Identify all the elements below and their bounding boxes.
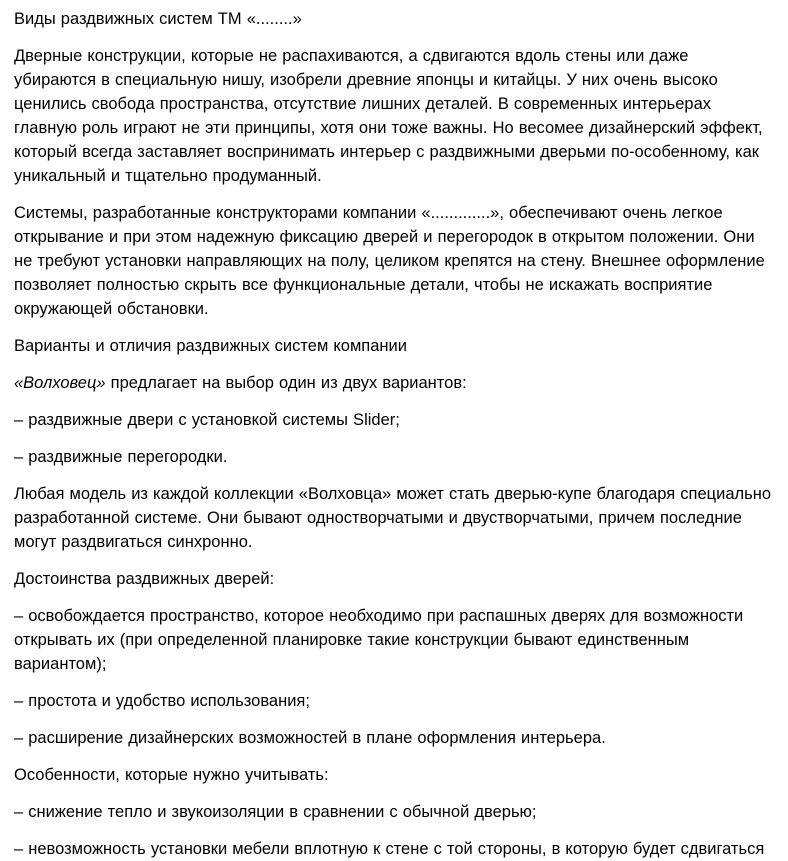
variants-heading <box>14 334 772 358</box>
feature-item-insulation <box>14 800 772 824</box>
text-run: – простота и удобство использования; <box>14 692 310 710</box>
feature-item-furniture <box>14 837 772 861</box>
text-run: – раздвижные двери с установкой системы Slider; <box>14 411 400 429</box>
text-run: Особенности, которые нужно учитывать: <box>14 766 329 784</box>
text-run: Любая модель из каждой коллекции «Волховца» может стать дверью-купе благодаря специально разработанной системе. Они бывают одностворчатыми и двустворчатыми, причем последние могут раздвигаться синхронно. <box>14 485 772 551</box>
advantage-item-simplicity <box>14 689 772 713</box>
italic-text-run: «Волховец» <box>14 374 106 392</box>
volhovets-offer-line <box>14 371 772 395</box>
text-run: – снижение тепло и звукоизоляции в сравнении с обычной дверью; <box>14 803 537 821</box>
systems-paragraph <box>14 201 772 321</box>
list-item-partitions <box>14 445 772 469</box>
title-line <box>14 7 772 31</box>
list-item-slider <box>14 408 772 432</box>
advantages-heading <box>14 567 772 591</box>
text-run: Дверные конструкции, которые не распахиваются, а сдвигаются вдоль стены или даже убираются в специальную нишу, изобрели древние японцы и китайцы. У них очень высоко ценились свобода пространства, отсутствие лишних деталей. В современных интерьерах главную роль играют не эти принципы, хотя они тоже важны. Но весомее дизайнерский эффект, который всегда заставляет воспринимать интерьер с раздвижными дверьми по-особенному, как уникальный и тщательно продуманный. <box>14 47 763 185</box>
text-run: Варианты и отличия раздвижных систем компании <box>14 337 407 355</box>
text-run: Системы, разработанные конструкторами компании «.............», обеспечивают очень легкое открывание и при этом надежную фиксацию дверей и перегородок в открытом положении. Они не требуют установки направляющих на полу, целиком крепятся на стену. Внешнее оформление позволяет полностью скрыть все функциональные детали, чтобы не искажать восприятие окружающей обстановки. <box>14 204 765 318</box>
advantage-item-design <box>14 726 772 750</box>
text-run: Достоинства раздвижных дверей: <box>14 570 275 588</box>
collections-paragraph <box>14 482 772 554</box>
text-run: – освобождается пространство, которое необходимо при распашных дверях для возможности открывать их (при определенной планировке такие конструкции бывают единственным вариантом); <box>14 607 744 673</box>
text-run: – расширение дизайнерских возможностей в плане оформления интерьера. <box>14 729 606 747</box>
intro-paragraph <box>14 44 772 188</box>
text-run: предлагает на выбор один из двух вариантов: <box>105 374 467 392</box>
advantage-item-space <box>14 604 772 676</box>
features-heading <box>14 763 772 787</box>
text-run: – раздвижные перегородки. <box>14 448 228 466</box>
text-run: Виды раздвижных систем ТМ «........» <box>14 10 302 28</box>
text-run: – невозможность установки мебели вплотную к стене с той стороны, в которую будет сдвигаться <box>14 840 765 858</box>
document-content <box>14 7 772 861</box>
